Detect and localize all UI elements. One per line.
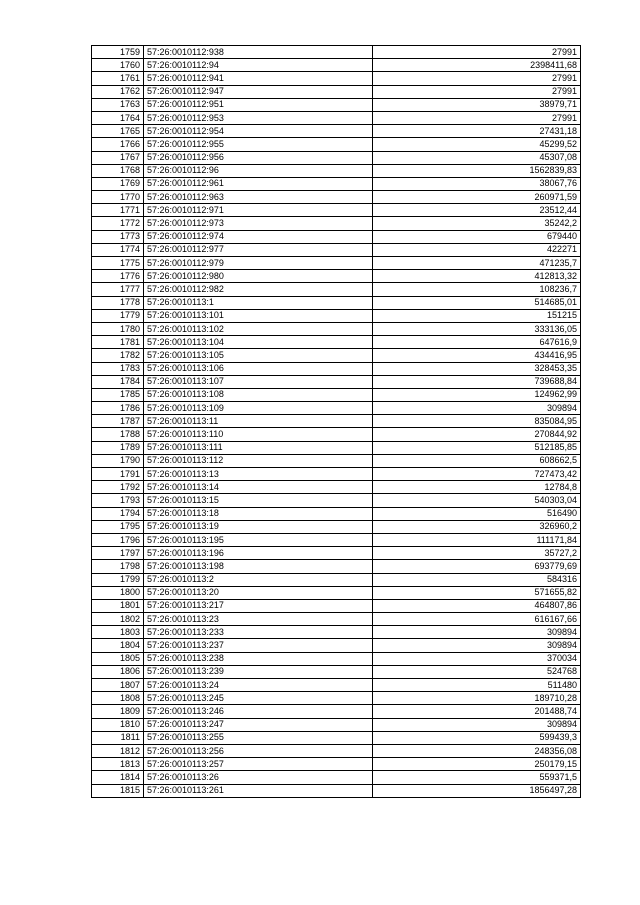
table-row (92, 151, 581, 164)
cadastral-number-cell: 57:26:0010113:23 (144, 613, 373, 626)
cadastral-number-cell: 57:26:0010113:237 (144, 639, 373, 652)
row-number-cell: 1799 (92, 573, 144, 586)
row-number-cell: 1769 (92, 177, 144, 190)
row-number-cell: 1764 (92, 111, 144, 124)
cadastral-value-cell: 1856497,28 (373, 784, 581, 797)
cadastral-value-cell: 370034 (373, 652, 581, 665)
cadastral-value-cell: 524768 (373, 665, 581, 678)
cadastral-value-cell: 1562839,83 (373, 164, 581, 177)
table-row (92, 415, 581, 428)
cadastral-number-cell: 57:26:0010113:101 (144, 309, 373, 322)
cadastral-number-cell: 57:26:0010112:951 (144, 98, 373, 111)
cadastral-value-cell: 739688,84 (373, 375, 581, 388)
row-number-cell: 1797 (92, 547, 144, 560)
cadastral-number-cell: 57:26:0010112:938 (144, 46, 373, 59)
table-row (92, 692, 581, 705)
row-number-cell: 1802 (92, 613, 144, 626)
row-number-cell: 1766 (92, 138, 144, 151)
row-number-cell: 1813 (92, 758, 144, 771)
cadastral-number-cell: 57:26:0010113:15 (144, 494, 373, 507)
cadastral-value-cell: 45307,08 (373, 151, 581, 164)
row-number-cell: 1811 (92, 731, 144, 744)
table-row (92, 507, 581, 520)
table-row (92, 468, 581, 481)
cadastral-value-cell: 260971,59 (373, 191, 581, 204)
table-row (92, 243, 581, 256)
row-number-cell: 1809 (92, 705, 144, 718)
cadastral-value-cell: 599439,3 (373, 731, 581, 744)
table-row (92, 46, 581, 59)
cadastral-value-cell: 616167,66 (373, 613, 581, 626)
cadastral-value-cell: 608662,5 (373, 454, 581, 467)
cadastral-number-cell: 57:26:0010112:954 (144, 125, 373, 138)
table-row (92, 270, 581, 283)
cadastral-number-cell: 57:26:0010113:233 (144, 626, 373, 639)
cadastral-value-cell: 270844,92 (373, 428, 581, 441)
table-row (92, 547, 581, 560)
table-row (92, 257, 581, 270)
table-row (92, 362, 581, 375)
cadastral-number-cell: 57:26:0010113:255 (144, 731, 373, 744)
table-row (92, 388, 581, 401)
cadastral-number-cell: 57:26:0010113:246 (144, 705, 373, 718)
row-number-cell: 1801 (92, 599, 144, 612)
row-number-cell: 1800 (92, 586, 144, 599)
cadastral-value-cell: 727473,42 (373, 468, 581, 481)
cadastral-number-cell: 57:26:0010112:961 (144, 177, 373, 190)
table-row (92, 59, 581, 72)
row-number-cell: 1794 (92, 507, 144, 520)
table-row (92, 454, 581, 467)
cadastral-value-cell: 35242,2 (373, 217, 581, 230)
table-row (92, 402, 581, 415)
table-row (92, 599, 581, 612)
cadastral-value-cell: 693779,69 (373, 560, 581, 573)
cadastral-value-cell: 111171,84 (373, 533, 581, 546)
cadastral-value-cell: 412813,32 (373, 270, 581, 283)
row-number-cell: 1796 (92, 533, 144, 546)
cadastral-value-cell: 23512,44 (373, 204, 581, 217)
cadastral-number-cell: 57:26:0010112:956 (144, 151, 373, 164)
row-number-cell: 1771 (92, 204, 144, 217)
cadastral-value-cell: 309894 (373, 718, 581, 731)
table-row (92, 217, 581, 230)
cadastral-number-cell: 57:26:0010113:24 (144, 679, 373, 692)
row-number-cell: 1785 (92, 388, 144, 401)
row-number-cell: 1775 (92, 257, 144, 270)
cadastral-value-cell: 2398411,68 (373, 59, 581, 72)
row-number-cell: 1762 (92, 85, 144, 98)
cadastral-value-cell: 248356,08 (373, 744, 581, 757)
row-number-cell: 1773 (92, 230, 144, 243)
table-row (92, 296, 581, 309)
table-row (92, 665, 581, 678)
cadastral-number-cell: 57:26:0010113:112 (144, 454, 373, 467)
row-number-cell: 1786 (92, 402, 144, 415)
row-number-cell: 1812 (92, 744, 144, 757)
table-row (92, 639, 581, 652)
row-number-cell: 1781 (92, 336, 144, 349)
row-number-cell: 1763 (92, 98, 144, 111)
cadastral-value-cell: 250179,15 (373, 758, 581, 771)
table-row (92, 613, 581, 626)
cadastral-number-cell: 57:26:0010113:257 (144, 758, 373, 771)
cadastral-number-cell: 57:26:0010112:982 (144, 283, 373, 296)
cadastral-value-cell: 189710,28 (373, 692, 581, 705)
cadastral-number-cell: 57:26:0010112:979 (144, 257, 373, 270)
table-row (92, 428, 581, 441)
table-row (92, 322, 581, 335)
table-row (92, 85, 581, 98)
cadastral-number-cell: 57:26:0010112:971 (144, 204, 373, 217)
cadastral-number-cell: 57:26:0010113:195 (144, 533, 373, 546)
table-row (92, 349, 581, 362)
cadastral-number-cell: 57:26:0010113:20 (144, 586, 373, 599)
cadastral-number-cell: 57:26:0010113:18 (144, 507, 373, 520)
table-row (92, 441, 581, 454)
cadastral-value-cell: 124962,99 (373, 388, 581, 401)
table-row (92, 705, 581, 718)
cadastral-value-cell: 27991 (373, 85, 581, 98)
row-number-cell: 1789 (92, 441, 144, 454)
row-number-cell: 1770 (92, 191, 144, 204)
cadastral-value-cell: 540303,04 (373, 494, 581, 507)
cadastral-value-cell: 333136,05 (373, 322, 581, 335)
row-number-cell: 1806 (92, 665, 144, 678)
cadastral-value-cell: 328453,35 (373, 362, 581, 375)
cadastral-value-cell: 309894 (373, 639, 581, 652)
row-number-cell: 1774 (92, 243, 144, 256)
table-row (92, 283, 581, 296)
table-row (92, 191, 581, 204)
cadastral-value-cell: 35727,2 (373, 547, 581, 560)
row-number-cell: 1782 (92, 349, 144, 362)
row-number-cell: 1783 (92, 362, 144, 375)
row-number-cell: 1795 (92, 520, 144, 533)
table-row (92, 230, 581, 243)
cadastral-number-cell: 57:26:0010113:1 (144, 296, 373, 309)
row-number-cell: 1788 (92, 428, 144, 441)
cadastral-value-cell: 434416,95 (373, 349, 581, 362)
table-row (92, 98, 581, 111)
cadastral-value-cell: 27991 (373, 111, 581, 124)
cadastral-value-cell: 12784,8 (373, 481, 581, 494)
cadastral-value-cell: 309894 (373, 402, 581, 415)
cadastral-number-cell: 57:26:0010113:247 (144, 718, 373, 731)
cadastral-number-cell: 57:26:0010113:245 (144, 692, 373, 705)
cadastral-value-table (91, 45, 581, 798)
cadastral-number-cell: 57:26:0010113:238 (144, 652, 373, 665)
table-row (92, 177, 581, 190)
table-row (92, 336, 581, 349)
cadastral-number-cell: 57:26:0010112:974 (144, 230, 373, 243)
table-row (92, 72, 581, 85)
row-number-cell: 1772 (92, 217, 144, 230)
table-row (92, 744, 581, 757)
row-number-cell: 1780 (92, 322, 144, 335)
cadastral-number-cell: 57:26:0010113:217 (144, 599, 373, 612)
row-number-cell: 1759 (92, 46, 144, 59)
row-number-cell: 1779 (92, 309, 144, 322)
row-number-cell: 1814 (92, 771, 144, 784)
row-number-cell: 1793 (92, 494, 144, 507)
cadastral-number-cell: 57:26:0010113:198 (144, 560, 373, 573)
cadastral-value-cell: 584316 (373, 573, 581, 586)
row-number-cell: 1765 (92, 125, 144, 138)
table-row (92, 573, 581, 586)
cadastral-value-cell: 108236,7 (373, 283, 581, 296)
cadastral-number-cell: 57:26:0010113:110 (144, 428, 373, 441)
row-number-cell: 1761 (92, 72, 144, 85)
cadastral-value-cell: 647616,9 (373, 336, 581, 349)
table-row (92, 560, 581, 573)
cadastral-number-cell: 57:26:0010113:102 (144, 322, 373, 335)
cadastral-value-cell: 38067,76 (373, 177, 581, 190)
cadastral-value-cell: 422271 (373, 243, 581, 256)
row-number-cell: 1777 (92, 283, 144, 296)
row-number-cell: 1784 (92, 375, 144, 388)
table-row (92, 125, 581, 138)
cadastral-number-cell: 57:26:0010113:261 (144, 784, 373, 797)
row-number-cell: 1807 (92, 679, 144, 692)
cadastral-number-cell: 57:26:0010113:106 (144, 362, 373, 375)
cadastral-value-cell: 27431,18 (373, 125, 581, 138)
row-number-cell: 1803 (92, 626, 144, 639)
table-row (92, 520, 581, 533)
table-row (92, 586, 581, 599)
row-number-cell: 1792 (92, 481, 144, 494)
table-row (92, 111, 581, 124)
cadastral-number-cell: 57:26:0010113:111 (144, 441, 373, 454)
cadastral-value-cell: 326960,2 (373, 520, 581, 533)
cadastral-number-cell: 57:26:0010112:96 (144, 164, 373, 177)
row-number-cell: 1810 (92, 718, 144, 731)
row-number-cell: 1767 (92, 151, 144, 164)
table-row (92, 138, 581, 151)
table-row (92, 679, 581, 692)
cadastral-number-cell: 57:26:0010112:977 (144, 243, 373, 256)
row-number-cell: 1760 (92, 59, 144, 72)
cadastral-number-cell: 57:26:0010113:109 (144, 402, 373, 415)
cadastral-number-cell: 57:26:0010112:941 (144, 72, 373, 85)
cadastral-value-cell: 516490 (373, 507, 581, 520)
table-row (92, 533, 581, 546)
cadastral-number-cell: 57:26:0010113:19 (144, 520, 373, 533)
cadastral-number-cell: 57:26:0010112:973 (144, 217, 373, 230)
cadastral-value-cell: 309894 (373, 626, 581, 639)
cadastral-number-cell: 57:26:0010113:2 (144, 573, 373, 586)
table-row (92, 652, 581, 665)
row-number-cell: 1804 (92, 639, 144, 652)
table-body (92, 46, 581, 798)
table-row (92, 771, 581, 784)
cadastral-value-cell: 201488,74 (373, 705, 581, 718)
cadastral-number-cell: 57:26:0010113:105 (144, 349, 373, 362)
cadastral-value-cell: 512185,85 (373, 441, 581, 454)
cadastral-value-cell: 27991 (373, 72, 581, 85)
cadastral-number-cell: 57:26:0010113:13 (144, 468, 373, 481)
row-number-cell: 1791 (92, 468, 144, 481)
row-number-cell: 1790 (92, 454, 144, 467)
cadastral-number-cell: 57:26:0010112:980 (144, 270, 373, 283)
cadastral-number-cell: 57:26:0010113:26 (144, 771, 373, 784)
table-row (92, 758, 581, 771)
cadastral-value-cell: 38979,71 (373, 98, 581, 111)
table-row (92, 309, 581, 322)
cadastral-value-cell: 514685,01 (373, 296, 581, 309)
cadastral-number-cell: 57:26:0010112:953 (144, 111, 373, 124)
row-number-cell: 1798 (92, 560, 144, 573)
cadastral-value-cell: 679440 (373, 230, 581, 243)
cadastral-value-cell: 151215 (373, 309, 581, 322)
table-row (92, 204, 581, 217)
cadastral-value-cell: 45299,52 (373, 138, 581, 151)
cadastral-number-cell: 57:26:0010113:14 (144, 481, 373, 494)
row-number-cell: 1778 (92, 296, 144, 309)
cadastral-value-cell: 511480 (373, 679, 581, 692)
table-row (92, 375, 581, 388)
cadastral-value-cell: 464807,86 (373, 599, 581, 612)
cadastral-value-cell: 559371,5 (373, 771, 581, 784)
cadastral-value-cell: 27991 (373, 46, 581, 59)
cadastral-value-cell: 471235,7 (373, 257, 581, 270)
table-row (92, 481, 581, 494)
table-row (92, 784, 581, 797)
cadastral-value-cell: 571655,82 (373, 586, 581, 599)
cadastral-number-cell: 57:26:0010112:94 (144, 59, 373, 72)
cadastral-number-cell: 57:26:0010113:11 (144, 415, 373, 428)
table-row (92, 718, 581, 731)
cadastral-number-cell: 57:26:0010112:947 (144, 85, 373, 98)
cadastral-number-cell: 57:26:0010113:256 (144, 744, 373, 757)
table-row (92, 164, 581, 177)
row-number-cell: 1768 (92, 164, 144, 177)
table-row (92, 494, 581, 507)
cadastral-number-cell: 57:26:0010113:108 (144, 388, 373, 401)
cadastral-number-cell: 57:26:0010113:239 (144, 665, 373, 678)
row-number-cell: 1808 (92, 692, 144, 705)
cadastral-number-cell: 57:26:0010112:955 (144, 138, 373, 151)
cadastral-value-cell: 835084,95 (373, 415, 581, 428)
table-row (92, 731, 581, 744)
cadastral-number-cell: 57:26:0010113:104 (144, 336, 373, 349)
row-number-cell: 1776 (92, 270, 144, 283)
row-number-cell: 1815 (92, 784, 144, 797)
table-row (92, 626, 581, 639)
row-number-cell: 1805 (92, 652, 144, 665)
cadastral-number-cell: 57:26:0010113:196 (144, 547, 373, 560)
cadastral-number-cell: 57:26:0010112:963 (144, 191, 373, 204)
row-number-cell: 1787 (92, 415, 144, 428)
cadastral-number-cell: 57:26:0010113:107 (144, 375, 373, 388)
